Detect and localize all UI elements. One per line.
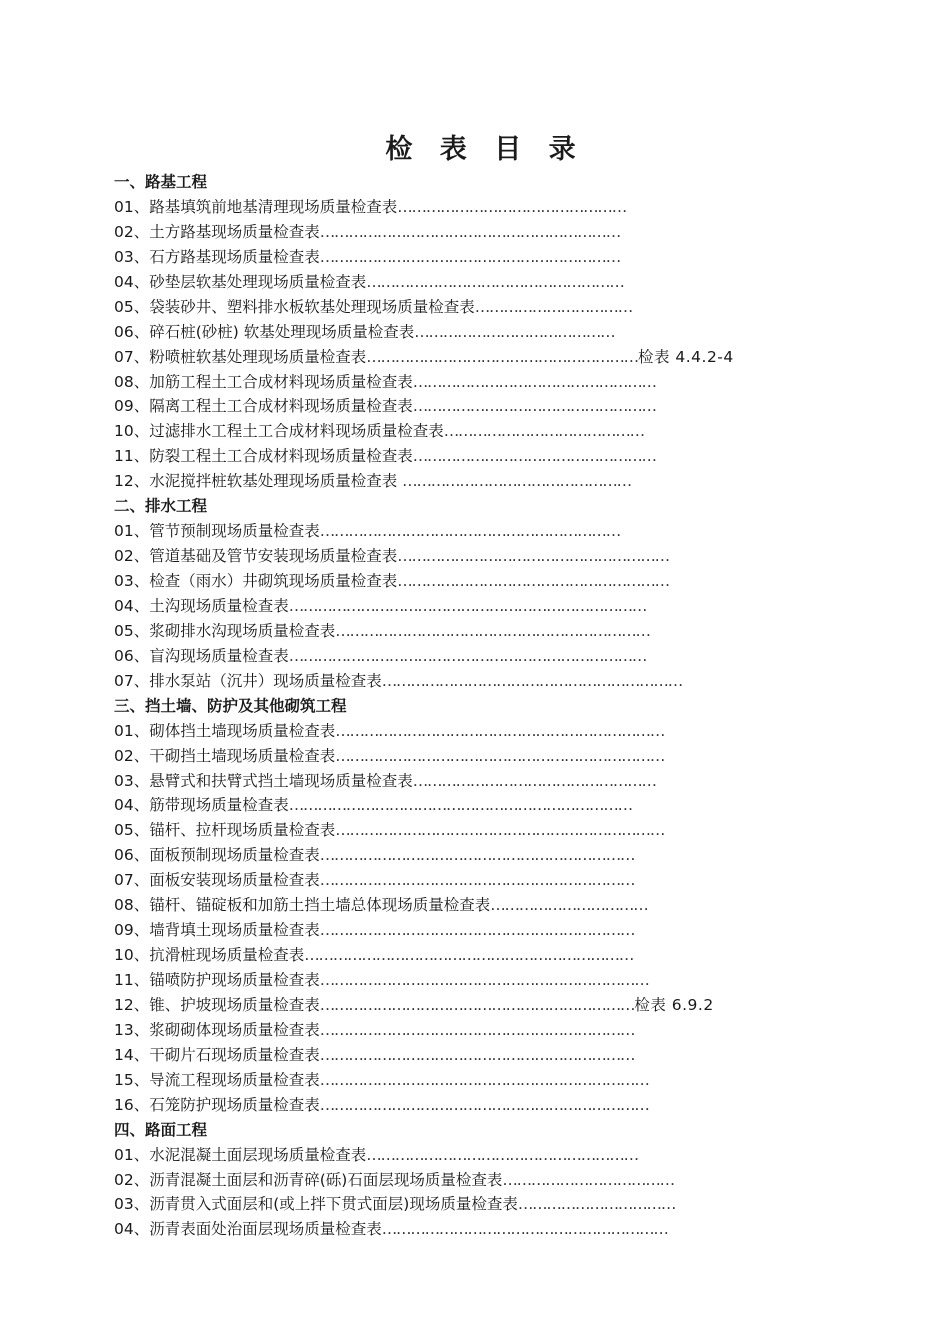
toc-entry[interactable] — [114, 245, 874, 270]
toc-leader-dots: …………………………… — [517, 1195, 676, 1214]
toc-leader-dots: …………………………………………………………… — [335, 746, 665, 765]
toc-entry-title: 12、水泥搅拌桩软基处理现场质量检查表 — [114, 472, 403, 491]
toc-entry-title: 12、锥、护坡现场质量检查表 — [114, 995, 320, 1014]
toc-entry[interactable] — [114, 394, 874, 419]
toc-leader-dots: ………………………………………………………… — [319, 871, 635, 890]
toc-entry-title: 06、碎石桩(砂桩) 软基处理现场质量检查表 — [114, 322, 415, 341]
toc-entry[interactable] — [114, 1143, 874, 1168]
toc-leader-dots: …………………………… — [490, 896, 648, 915]
toc-entry[interactable] — [114, 793, 874, 818]
toc-entry-title: 15、导流工程现场质量检查表 — [114, 1070, 320, 1089]
toc-leader-dots: ………………………………………………… — [397, 547, 669, 566]
toc-entry-title: 04、砂垫层软基处理现场质量检查表 — [114, 272, 367, 291]
toc-entry-title: 03、沥青贯入式面层和(或上拌下贯式面层)现场质量检查表 — [114, 1195, 518, 1214]
toc-leader-dots: ……………………………………………………… — [319, 222, 621, 241]
toc-leader-dots: ………………………………………………………………… — [288, 646, 647, 665]
toc-leader-dots: …………………………………… — [443, 422, 644, 441]
toc-entry[interactable] — [114, 918, 874, 943]
toc-leader-dots: ………………………………………………………… — [335, 621, 650, 640]
toc-leader-dots: …………………………………………… — [412, 771, 656, 790]
toc-entry[interactable] — [114, 1093, 874, 1118]
toc-entry-title: 01、砌体挡土墙现场质量检查表 — [114, 721, 336, 740]
toc-entry-title: 09、墙背填土现场质量检查表 — [114, 921, 320, 940]
toc-entry-title: 07、排水泵站（沉井）现场质量检查表 — [114, 671, 382, 690]
page-title: 检 表 目 录 — [385, 134, 585, 165]
toc-entry-title: 08、锚杆、锚碇板和加筋土挡土墙总体现场质量检查表 — [114, 896, 491, 915]
toc-entry[interactable] — [114, 270, 874, 295]
toc-entry[interactable] — [114, 843, 874, 868]
toc-entry[interactable] — [114, 968, 874, 993]
toc-entry-title: 06、面板预制现场质量检查表 — [114, 846, 320, 865]
toc-entry[interactable] — [114, 469, 874, 494]
toc-entry[interactable] — [114, 1068, 874, 1093]
toc-entry[interactable] — [114, 1192, 874, 1217]
toc-leader-dots: ………………………………………………………… — [319, 1020, 635, 1039]
toc-leader-dots: ………………………………………………………… — [319, 995, 635, 1014]
toc-entry-title: 03、悬臂式和扶臂式挡土墙现场质量检查表 — [114, 771, 413, 790]
toc-entry-title: 11、锚喷防护现场质量检查表 — [114, 971, 320, 989]
toc-entry-title: 01、路基填筑前地基清理现场质量检查表 — [114, 197, 398, 216]
toc-entry-title: 01、管节预制现场质量检查表 — [114, 522, 320, 541]
toc-entry[interactable] — [114, 1043, 874, 1068]
toc-leader-dots: ………………………………………………… — [397, 572, 669, 590]
toc-leader-dots: …………………………………………………………… — [319, 971, 649, 989]
toc-leader-dots: …………………………………………………… — [381, 1220, 668, 1239]
toc-leader-dots: …………………………………………………………… — [335, 821, 665, 840]
toc-entry-title: 02、土方路基现场质量检查表 — [114, 222, 320, 241]
toc-entry[interactable] — [114, 943, 874, 968]
toc-leader-dots: ………………………………………………………… — [319, 846, 635, 865]
toc-entry[interactable] — [114, 744, 874, 769]
toc-leader-dots: …………………………………………………………… — [319, 1070, 649, 1089]
toc-entry[interactable] — [114, 544, 874, 569]
toc-leader-dots: ……………………………………………………… — [319, 522, 621, 541]
toc-entry-title: 01、水泥混凝土面层现场质量检查表 — [114, 1145, 367, 1164]
toc-entry[interactable] — [114, 345, 874, 370]
toc-entry-title: 05、袋装砂井、塑料排水板软基处理现场质量检查表 — [114, 297, 475, 316]
toc-leader-dots: …………………………………………… — [412, 372, 656, 391]
toc-entry-title: 03、石方路基现场质量检查表 — [114, 247, 320, 266]
document-page — [114, 130, 874, 1242]
toc-leader-dots: …………………………………………………………… — [304, 946, 634, 965]
toc-leader-dots: …………………………………………… — [412, 397, 656, 416]
toc-entry-title: 10、抗滑桩现场质量检查表 — [114, 946, 305, 965]
toc-entry[interactable] — [114, 1168, 874, 1193]
toc-entry-title: 02、沥青混凝土面层和沥青碎(砾)石面层现场质量检查表 — [114, 1170, 503, 1189]
toc-entry[interactable] — [114, 320, 874, 345]
toc-entry[interactable] — [114, 644, 874, 669]
toc-leader-dots: ………………………………………………… — [366, 347, 638, 366]
toc-entry[interactable] — [114, 370, 874, 395]
toc-entry[interactable] — [114, 569, 874, 594]
toc-entry[interactable] — [114, 519, 874, 544]
toc-entry[interactable] — [114, 419, 874, 444]
toc-leader-dots: …………………………………………………………… — [319, 1095, 649, 1114]
toc-entry-title: 04、土沟现场质量检查表 — [114, 596, 289, 615]
toc-entry[interactable] — [114, 220, 874, 245]
toc-leader-dots: ……………………………………………………… — [319, 247, 621, 266]
toc-entry[interactable] — [114, 619, 874, 644]
toc-entry[interactable] — [114, 769, 874, 794]
toc-entry[interactable] — [114, 669, 874, 694]
toc-entry[interactable] — [114, 868, 874, 893]
toc-leader-dots: ……………………………………………………………… — [288, 796, 632, 815]
section-heading: 一、路基工程 — [114, 173, 208, 191]
section-heading: 三、挡土墙、防护及其他砌筑工程 — [114, 696, 347, 715]
toc-leader-dots: …………………………………… — [414, 322, 615, 341]
toc-entry[interactable] — [114, 1217, 874, 1242]
toc-leader-dots: …………………………………………… — [412, 447, 656, 466]
toc-leader-dots: ………………………………………… — [397, 197, 627, 216]
toc-leader-dots: ……………………………………………………… — [381, 671, 683, 690]
toc-entry[interactable] — [114, 1018, 874, 1043]
toc-entry-title: 04、沥青表面处治面层现场质量检查表 — [114, 1220, 382, 1239]
toc-leader-dots: ………………………………………………… — [366, 1145, 638, 1164]
toc-entry[interactable] — [114, 993, 874, 1018]
toc-entry-title: 03、检查（雨水）井砌筑现场质量检查表 — [114, 572, 398, 590]
toc-entry-title: 05、浆砌排水沟现场质量检查表 — [114, 621, 336, 640]
toc-leader-dots: ………………………………………………………………… — [288, 596, 647, 615]
toc-entry-title: 10、过滤排水工程土工合成材料现场质量检查表 — [114, 422, 444, 441]
toc-leader-dots: ………………………………………………………… — [319, 921, 635, 940]
toc-entry-title: 07、面板安装现场质量检查表 — [114, 871, 320, 890]
toc-entry-title: 07、粉喷桩软基处理现场质量检查表 — [114, 347, 367, 366]
toc-entry-reference: 检表 6.9.2 — [634, 995, 714, 1014]
toc-entry[interactable] — [114, 719, 874, 744]
toc-entry-title: 02、管道基础及管节安装现场质量检查表 — [114, 547, 398, 566]
toc-entry-title: 09、隔离工程土工合成材料现场质量检查表 — [114, 397, 413, 416]
toc-entry-title: 05、锚杆、拉杆现场质量检查表 — [114, 821, 336, 840]
toc-leader-dots: ………………………………………… — [402, 472, 631, 491]
toc-entry-title: 04、筋带现场质量检查表 — [114, 796, 289, 815]
toc-entry-title: 06、盲沟现场质量检查表 — [114, 646, 289, 665]
toc-entry[interactable] — [114, 444, 874, 469]
toc-entry[interactable] — [114, 818, 874, 843]
toc-entry-reference: 检表 4.4.2-4 — [637, 347, 734, 366]
toc-entry-title: 14、干砌片石现场质量检查表 — [114, 1045, 320, 1064]
toc-entry-title: 08、加筋工程土工合成材料现场质量检查表 — [114, 372, 413, 391]
toc-entry[interactable] — [114, 594, 874, 619]
toc-leader-dots: ……………………………… — [502, 1170, 674, 1189]
toc-entry-title: 11、防裂工程土工合成材料现场质量检查表 — [114, 447, 413, 466]
toc-entry[interactable] — [114, 893, 874, 918]
toc-leader-dots: ………………………………………………………… — [319, 1045, 635, 1064]
toc-entry[interactable] — [114, 295, 874, 320]
toc-entry-title: 13、浆砌砌体现场质量检查表 — [114, 1020, 320, 1039]
toc-entry-title: 02、干砌挡土墙现场质量检查表 — [114, 746, 336, 765]
table-of-contents — [114, 170, 874, 1242]
toc-leader-dots: …………………………… — [474, 297, 633, 316]
toc-leader-dots: …………………………………………………………… — [335, 721, 665, 740]
toc-entry[interactable] — [114, 195, 874, 220]
section-heading: 四、路面工程 — [114, 1120, 208, 1139]
section-heading: 二、排水工程 — [114, 497, 208, 516]
toc-entry-title: 16、石笼防护现场质量检查表 — [114, 1095, 320, 1114]
toc-leader-dots: ……………………………………………… — [366, 272, 624, 291]
